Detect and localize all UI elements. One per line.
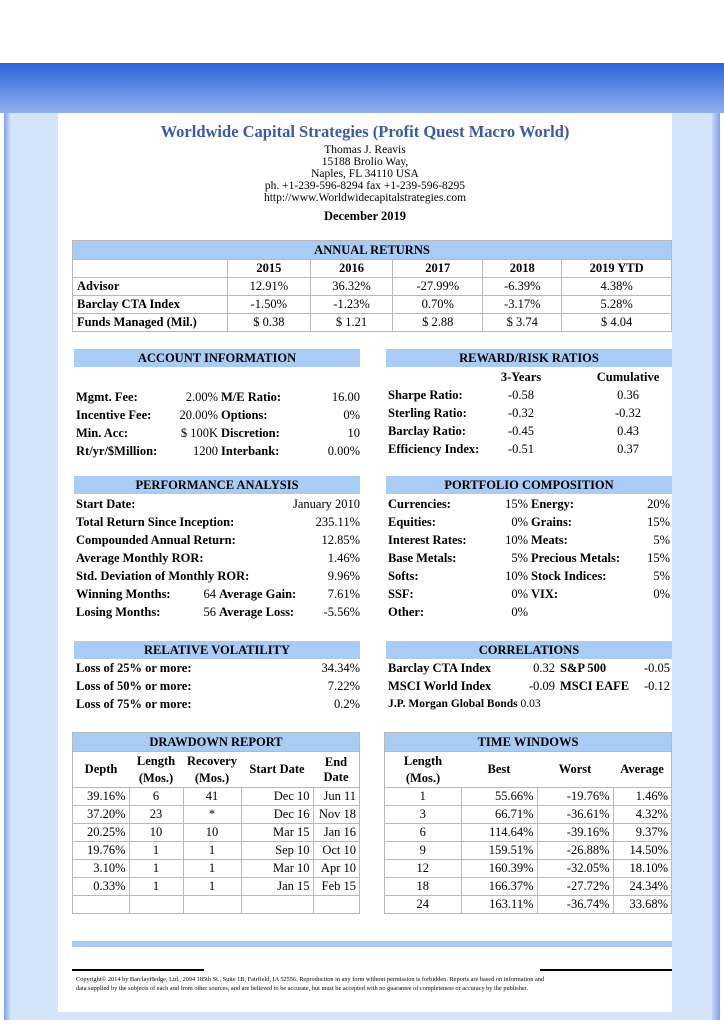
ratio-value: -0.32 — [507, 406, 535, 420]
portfolio-row — [388, 567, 670, 585]
table-cell: $ 4.04 — [562, 314, 672, 332]
portfolio-value: 15% — [647, 515, 670, 529]
header-gradient-band — [0, 63, 724, 113]
portfolio-label: Stock Indices: — [531, 569, 607, 583]
annual-returns-corner — [73, 260, 228, 278]
table-cell — [313, 896, 360, 914]
table-row — [385, 878, 672, 896]
table-cell: 41 — [183, 788, 241, 806]
year-header: 2016 — [310, 260, 393, 278]
correlation-label: Barclay CTA Index — [388, 661, 492, 675]
volatility-title: RELATIVE VOLATILITY — [74, 641, 360, 659]
account-row — [76, 388, 360, 406]
correlation-label: MSCI World Index — [388, 679, 492, 693]
performance-row — [76, 531, 360, 549]
table-row — [385, 896, 672, 914]
table-row — [73, 296, 672, 314]
reward-risk-title: REWARD/RISK RATIOS — [386, 349, 672, 367]
time-best-header: Best — [461, 752, 537, 788]
table-cell: Apr 10 — [313, 860, 360, 878]
account-label: Discretion: — [221, 426, 280, 440]
table-cell: $ 1.21 — [310, 314, 393, 332]
col-header-3yr: 3-Years — [500, 370, 542, 384]
ratio-value: 0.36 — [617, 388, 639, 402]
table-cell: 114.64% — [461, 824, 537, 842]
table-cell: Dec 16 — [241, 806, 313, 824]
winning-months-value: 64 — [203, 587, 216, 601]
account-info-title: ACCOUNT INFORMATION — [74, 349, 360, 367]
performance-label: Average Monthly ROR: — [76, 551, 204, 565]
correlation-label: MSCI EAFE — [560, 679, 630, 693]
performance-row — [76, 549, 360, 567]
footer-rule-right — [540, 969, 672, 971]
portfolio-value: 20% — [647, 497, 670, 511]
ratio-value: 0.37 — [617, 442, 639, 456]
frame-left-edge — [4, 63, 10, 1020]
table-cell: 24.34% — [613, 878, 672, 896]
volatility-label: Loss of 75% or more: — [76, 697, 192, 711]
table-cell: 1 — [183, 878, 241, 896]
report-page — [58, 113, 672, 1012]
table-cell: 1 — [385, 788, 462, 806]
account-value: 0.00% — [327, 444, 360, 458]
table-cell: -27.99% — [393, 278, 483, 296]
portfolio-value: 0% — [653, 587, 670, 601]
table-cell: -39.16% — [537, 824, 613, 842]
performance-row — [76, 603, 360, 621]
time-windows-title: TIME WINDOWS — [385, 733, 672, 752]
table-cell: 159.51% — [461, 842, 537, 860]
correlation-label: S&P 500 — [560, 661, 607, 675]
year-header: 2015 — [228, 260, 311, 278]
header-line: (Mos.) — [194, 770, 230, 785]
average-loss-label: Average Loss: — [219, 605, 295, 619]
table-cell: 0.70% — [393, 296, 483, 314]
table-cell: 1 — [183, 842, 241, 860]
year-header: 2017 — [393, 260, 483, 278]
drawdown-start-header: Start Date — [241, 752, 313, 788]
ratio-label: Efficiency Index: — [388, 442, 480, 456]
table-cell: 3.10% — [73, 860, 130, 878]
volatility-label: Loss of 50% or more: — [76, 679, 192, 693]
correlation-value: -0.12 — [643, 679, 670, 693]
table-cell: 4.32% — [613, 806, 672, 824]
time-length-header — [385, 752, 462, 788]
table-cell: Mar 15 — [241, 824, 313, 842]
table-cell: 5.28% — [562, 296, 672, 314]
table-cell: -36.74% — [537, 896, 613, 914]
table-cell: * — [183, 806, 241, 824]
table-cell: 36.32% — [310, 278, 393, 296]
table-cell — [129, 896, 183, 914]
table-cell: 166.37% — [461, 878, 537, 896]
table-row — [385, 842, 672, 860]
correlation-label: J.P. Morgan Global Bonds — [388, 698, 518, 710]
table-cell: Oct 10 — [313, 842, 360, 860]
col-header-cumulative: Cumulative — [596, 370, 660, 384]
volatility-label: Loss of 25% or more: — [76, 661, 192, 675]
table-cell: -3.17% — [483, 296, 562, 314]
account-value: 16.00 — [331, 390, 360, 404]
performance-value: 9.96% — [327, 569, 360, 583]
correlation-value: 0.03 — [520, 698, 541, 710]
table-row — [73, 314, 672, 332]
correlation-row — [388, 659, 670, 677]
account-label: Options: — [221, 408, 268, 422]
table-row — [73, 878, 360, 896]
account-label: Min. Acc: — [76, 426, 129, 440]
table-cell: 14.50% — [613, 842, 672, 860]
row-label: Funds Managed (Mil.) — [73, 314, 228, 332]
portfolio-label: Currencies: — [388, 497, 451, 511]
portfolio-label: VIX: — [531, 587, 559, 601]
table-cell: 20.25% — [73, 824, 130, 842]
table-cell: 19.76% — [73, 842, 130, 860]
drawdown-depth-header: Depth — [73, 752, 130, 788]
table-cell: Dec 10 — [241, 788, 313, 806]
website-link[interactable]: http://www.Worldwidecapitalstrategies.com — [263, 192, 467, 204]
performance-row — [76, 495, 360, 513]
table-cell: 1.46% — [613, 788, 672, 806]
volatility-row — [76, 695, 360, 713]
table-cell: 18 — [385, 878, 462, 896]
ratio-label: Sharpe Ratio: — [388, 388, 463, 402]
ratio-row — [388, 404, 672, 422]
table-row — [73, 806, 360, 824]
table-cell: 10 — [183, 824, 241, 842]
drawdown-length-header — [129, 752, 183, 788]
ratio-label: Sterling Ratio: — [388, 406, 467, 420]
performance-label: Std. Deviation of Monthly ROR: — [76, 569, 250, 583]
portfolio-row — [388, 603, 670, 621]
losing-months-value: 56 — [203, 605, 216, 619]
performance-value: 235.11% — [315, 515, 360, 529]
account-row — [76, 424, 360, 442]
ratio-value: 0.43 — [617, 424, 639, 438]
correlations-title: CORRELATIONS — [386, 641, 672, 659]
table-cell: Jun 11 — [313, 788, 360, 806]
performance-label: Total Return Since Inception: — [76, 515, 235, 529]
account-value: $ 100K — [180, 426, 218, 440]
table-cell: 6 — [385, 824, 462, 842]
performance-label: Start Date: — [76, 497, 136, 511]
volatility-row — [76, 659, 360, 677]
table-cell: 0.33% — [73, 878, 130, 896]
table-cell: -27.72% — [537, 878, 613, 896]
table-cell: $ 2.88 — [393, 314, 483, 332]
account-label: Rt/yr/$Million: — [76, 444, 158, 458]
table-cell — [73, 896, 130, 914]
header-line: Length — [403, 753, 443, 768]
performance-row — [76, 513, 360, 531]
table-cell: 160.39% — [461, 860, 537, 878]
portfolio-row — [388, 495, 670, 513]
performance-value: 1.46% — [327, 551, 360, 565]
table-row — [73, 278, 672, 296]
annual-returns-table — [72, 240, 672, 332]
portfolio-row — [388, 531, 670, 549]
table-row — [385, 824, 672, 842]
portfolio-label: Base Metals: — [388, 551, 457, 565]
copyright-line: Copyright© 2014 by BarclayHedge, Ltd., 2094 185th St., Suite 1B, Fairfield, IA 52556. Reproduction in any form without permission is forbidden. Reports are based on information and — [76, 976, 545, 983]
table-cell: -32.05% — [537, 860, 613, 878]
table-cell: 1 — [129, 878, 183, 896]
header-line: (Mos.) — [138, 770, 174, 785]
portfolio-value: 15% — [647, 551, 670, 565]
table-cell: 39.16% — [73, 788, 130, 806]
ratio-row — [388, 440, 672, 458]
portfolio-value: 0% — [511, 587, 528, 601]
portfolio-label: Precious Metals: — [531, 551, 620, 565]
ratio-row — [388, 386, 672, 404]
portfolio-value: 5% — [511, 551, 528, 565]
report-title: Worldwide Capital Strategies (Profit Quest Macro World) — [160, 122, 570, 141]
portfolio-row — [388, 513, 670, 531]
table-cell: 12 — [385, 860, 462, 878]
portfolio-label: SSF: — [388, 587, 414, 601]
address-line-1: 15188 Brolio Way, — [321, 156, 409, 168]
phone-fax: ph. +1-239-596-8294 fax +1-239-596-8295 — [264, 180, 466, 192]
correlation-value: 0.32 — [533, 661, 555, 675]
table-cell: $ 3.74 — [483, 314, 562, 332]
portfolio-value: 0% — [511, 605, 528, 619]
table-cell: Sep 10 — [241, 842, 313, 860]
copyright-notice — [76, 975, 656, 993]
performance-row — [76, 567, 360, 585]
table-cell: 1 — [183, 860, 241, 878]
table-cell: -26.88% — [537, 842, 613, 860]
portfolio-label: Energy: — [531, 497, 575, 511]
table-cell: 9 — [385, 842, 462, 860]
table-cell: -1.50% — [228, 296, 311, 314]
account-value: 1200 — [193, 444, 218, 458]
winning-months-label: Winning Months: — [76, 587, 171, 601]
table-cell: 12.91% — [228, 278, 311, 296]
row-label: Advisor — [73, 278, 228, 296]
performance-value: 12.85% — [321, 533, 360, 547]
ratio-value: -0.51 — [507, 442, 535, 456]
drawdown-title: DRAWDOWN REPORT — [73, 733, 360, 752]
table-cell: 33.68% — [613, 896, 672, 914]
performance-label: Compounded Annual Return: — [76, 533, 236, 547]
ratio-value: -0.32 — [614, 406, 642, 420]
average-gain-label: Average Gain: — [219, 587, 297, 601]
portfolio-value: 5% — [653, 533, 670, 547]
report-month: December 2019 — [323, 209, 407, 223]
drawdown-table — [72, 732, 360, 914]
footer-divider-bar — [72, 941, 672, 947]
header-line: Recovery — [187, 753, 237, 768]
ratio-value: -0.45 — [507, 424, 535, 438]
time-worst-header: Worst — [537, 752, 613, 788]
header-line: (Mos.) — [405, 770, 441, 785]
annual-returns-title: ANNUAL RETURNS — [73, 241, 672, 260]
table-cell: 1 — [129, 842, 183, 860]
portfolio-label: Meats: — [531, 533, 568, 547]
average-loss-value: -5.56% — [323, 605, 360, 619]
year-header: 2018 — [483, 260, 562, 278]
table-cell: 6 — [129, 788, 183, 806]
advisor-name: Thomas J. Reavis — [324, 144, 406, 156]
account-label: Mgmt. Fee: — [76, 390, 138, 404]
ratio-label: Barclay Ratio: — [388, 424, 466, 438]
account-value: 10 — [347, 426, 360, 440]
correlation-row — [388, 677, 670, 695]
table-cell: 9.37% — [613, 824, 672, 842]
table-row — [73, 842, 360, 860]
table-row — [73, 824, 360, 842]
table-cell: 1 — [129, 860, 183, 878]
table-cell: 10 — [129, 824, 183, 842]
table-cell: -36.61% — [537, 806, 613, 824]
account-row — [76, 406, 360, 424]
table-cell: Jan 16 — [313, 824, 360, 842]
portfolio-value: 15% — [505, 497, 528, 511]
table-cell: 23 — [129, 806, 183, 824]
address-line-2: Naples, FL 34110 USA — [311, 168, 419, 180]
table-cell: 37.20% — [73, 806, 130, 824]
portfolio-value: 10% — [505, 569, 528, 583]
table-cell: 24 — [385, 896, 462, 914]
table-cell: -1.23% — [310, 296, 393, 314]
table-cell: Mar 10 — [241, 860, 313, 878]
table-cell: 66.71% — [461, 806, 537, 824]
volatility-row — [76, 677, 360, 695]
frame-right-edge — [712, 63, 720, 1020]
volatility-value: 34.34% — [321, 661, 360, 675]
portfolio-label: Equities: — [388, 515, 436, 529]
portfolio-label: Softs: — [388, 569, 419, 583]
correlation-value: -0.09 — [528, 679, 555, 693]
table-row — [385, 788, 672, 806]
table-row — [73, 896, 360, 914]
table-cell: 4.38% — [562, 278, 672, 296]
header-line: Length — [136, 753, 176, 768]
table-cell: Nov 18 — [313, 806, 360, 824]
table-row — [73, 788, 360, 806]
volatility-value: 7.22% — [327, 679, 360, 693]
table-row — [73, 860, 360, 878]
portfolio-value: 5% — [653, 569, 670, 583]
correlation-row — [388, 695, 670, 713]
drawdown-end-header: End Date — [313, 752, 360, 788]
drawdown-recovery-header — [183, 752, 241, 788]
portfolio-label: Interest Rates: — [388, 533, 467, 547]
performance-title: PERFORMANCE ANALYSIS — [74, 476, 360, 494]
table-cell: $ 0.38 — [228, 314, 311, 332]
volatility-value: 0.2% — [333, 697, 360, 711]
table-row — [385, 860, 672, 878]
account-value: 20.00% — [179, 408, 218, 422]
account-row — [76, 442, 360, 460]
account-label: Incentive Fee: — [76, 408, 152, 422]
table-cell: 163.11% — [461, 896, 537, 914]
table-row — [385, 806, 672, 824]
portfolio-label: Other: — [388, 605, 425, 619]
table-cell — [183, 896, 241, 914]
account-value: 2.00% — [185, 390, 218, 404]
ratio-row — [388, 422, 672, 440]
copyright-line: data supplied by the subjects of each and from other sources, and are believed to be accurate, but must be accepted with no guarantee of completeness or accuracy by the publisher. — [76, 985, 528, 992]
correlation-value: -0.05 — [643, 661, 670, 675]
table-cell: -19.76% — [537, 788, 613, 806]
portfolio-label: Grains: — [531, 515, 572, 529]
performance-row — [76, 585, 360, 603]
portfolio-value: 10% — [505, 533, 528, 547]
table-cell — [241, 896, 313, 914]
average-gain-value: 7.61% — [327, 587, 360, 601]
year-header: 2019 YTD — [562, 260, 672, 278]
account-value: 0% — [343, 408, 360, 422]
performance-value: January 2010 — [293, 497, 360, 511]
time-windows-table — [384, 732, 672, 914]
portfolio-value: 0% — [511, 515, 528, 529]
table-cell: 55.66% — [461, 788, 537, 806]
portfolio-row — [388, 549, 670, 567]
portfolio-row — [388, 585, 670, 603]
table-cell: Feb 15 — [313, 878, 360, 896]
portfolio-title: PORTFOLIO COMPOSITION — [386, 476, 672, 494]
table-cell: 18.10% — [613, 860, 672, 878]
table-cell: 3 — [385, 806, 462, 824]
footer-rule-left — [72, 969, 204, 971]
time-average-header: Average — [613, 752, 672, 788]
account-label: M/E Ratio: — [221, 390, 282, 404]
table-cell: -6.39% — [483, 278, 562, 296]
table-cell: Jan 15 — [241, 878, 313, 896]
losing-months-label: Losing Months: — [76, 605, 161, 619]
row-label: Barclay CTA Index — [73, 296, 228, 314]
account-label: Interbank: — [221, 444, 280, 458]
ratio-value: -0.58 — [507, 388, 535, 402]
